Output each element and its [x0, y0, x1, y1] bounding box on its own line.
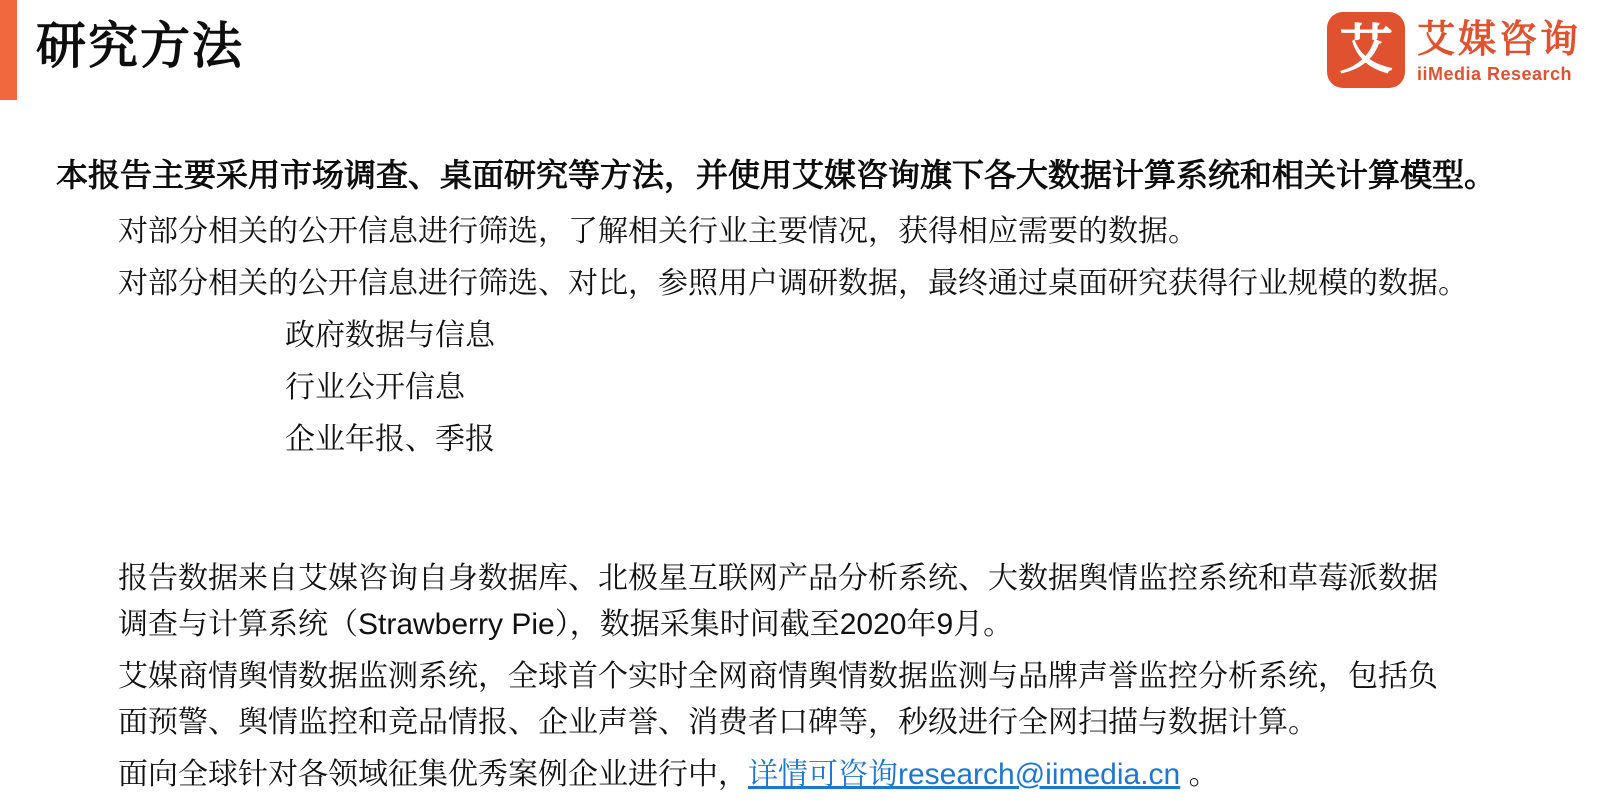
logo-glyph: 艾 [1338, 20, 1393, 80]
paragraph: 报告数据来自艾媒咨询自身数据库、北极星互联网产品分析系统、大数据舆情监控系统和草莓派数据调查与计算系统（Strawberry Pie），数据采集时间截至2020年9月。 [118, 562, 1438, 641]
list-item: 企业年报、季报 [285, 423, 495, 456]
method-description [118, 206, 1468, 310]
cta-prefix: 面向全球针对各领域征集优秀案例企业进行中， [118, 758, 748, 791]
iimedia-logo-icon [1327, 12, 1405, 88]
cta-line [118, 752, 1452, 798]
method-line: 对部分相关的公开信息进行筛选，了解相关行业主要情况，获得相应需要的数据。 [118, 215, 1198, 248]
logo-text [1417, 12, 1581, 85]
paragraph: 艾媒商情舆情数据监测系统，全球首个实时全网商情舆情数据监测与品牌声誉监控分析系统，包括负面预警、舆情监控和竞品情报、企业声誉、消费者口碑等，秒级进行全网扫描与数据计算。 [118, 660, 1438, 739]
list-item: 政府数据与信息 [285, 319, 495, 352]
cta-suffix: 。 [1180, 758, 1219, 791]
page-title: 研究方法 [36, 18, 244, 74]
data-description [118, 556, 1452, 802]
intro-statement: 本报告主要采用市场调查、桌面研究等方法，并使用艾媒咨询旗下各大数据计算系统和相关计算模型。 [56, 157, 1497, 193]
iimedia-logo [1327, 12, 1581, 88]
title-accent-bar [0, 0, 17, 100]
contact-email-link[interactable]: 详情可咨询research@iimedia.cn [748, 758, 1181, 791]
logo-name-en: iiMedia Research [1416, 63, 1573, 84]
logo-name-cn: 艾媒咨询 [1416, 19, 1581, 61]
method-line: 对部分相关的公开信息进行筛选、对比，参照用户调研数据，最终通过桌面研究获得行业规模的数据。 [118, 267, 1468, 300]
list-item: 行业公开信息 [285, 371, 465, 404]
data-source-list [285, 310, 495, 466]
